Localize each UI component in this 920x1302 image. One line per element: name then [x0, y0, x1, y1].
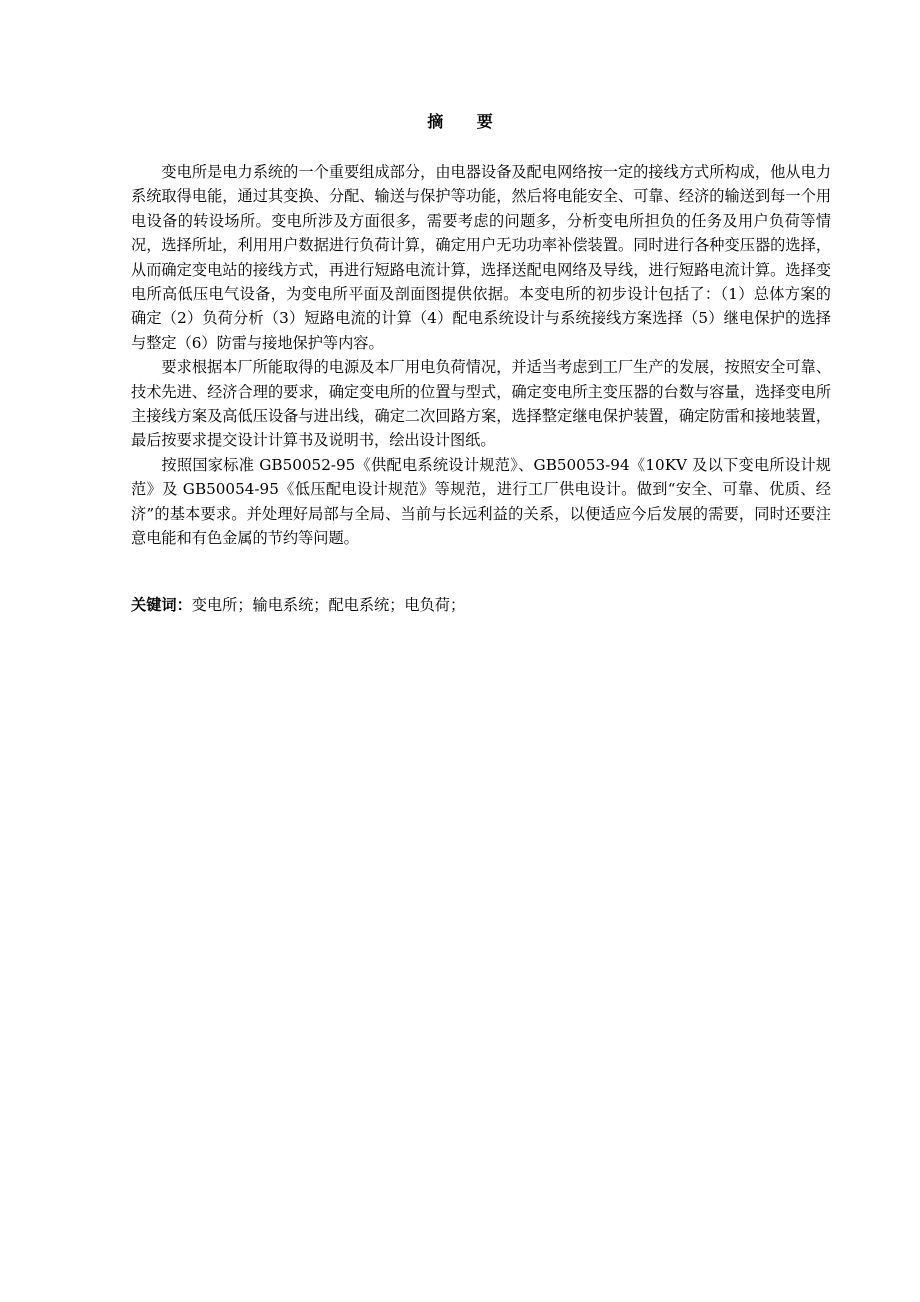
keywords-text: 变电所；输电系统；配电系统；电负荷；	[191, 596, 466, 614]
keywords-label: 关键词：	[131, 596, 192, 614]
abstract-paragraph: 变电所是电力系统的一个重要组成部分，由电器设备及配电网络按一定的接线方式所构成，他从电力系统取得电能，通过其变换、分配、输送与保护等功能，然后将电能安全、可靠、经济的输送到每一个用电设备的转设场所。变电所涉及方面很多，需要考虑的问题多，分析变电所担负的任务及用户负荷等情况，选择所址，利用用户数据进行负荷计算，确定用户无功功率补偿装置。同时进行各种变压器的选择，从而确定变电站的接线方式，再进行短路电流计算，选择送配电网络及导线，进行短路电流计算。选择变电所高低压电气设备，为变电所平面及剖面图提供依据。本变电所的初步设计包括了：（1）总体方案的确定（2）负荷分析（3）短路电流的计算（4）配电系统设计与系统接线方案选择（5）继电保护的选择与整定（6）防雷与接地保护等内容。	[131, 163, 831, 352]
abstract-title: 摘 要	[427, 112, 507, 131]
keywords-line	[131, 593, 831, 617]
abstract-paragraph: 要求根据本厂所能取得的电源及本厂用电负荷情况，并适当考虑到工厂生产的发展，按照安全可靠、技术先进、经济合理的要求，确定变电所的位置与型式，确定变电所主变压器的台数与容量，选择变电所主接线方案及高低压设备与进出线，确定二次回路方案，选择整定继电保护装置，确定防雷和接地装置，最后按要求提交设计计算书及说明书，绘出设计图纸。	[131, 358, 831, 450]
abstract-body	[131, 160, 831, 551]
abstract-paragraph: 按照国家标准 GB50052-95《供配电系统设计规范》、GB50053-94《10KV 及以下变电所设计规范》及 GB50054-95《低压配电设计规范》等规范，进行工厂供电设计。做到“安全、可靠、优质、经济”的基本要求。并处理好局部与全局、当前与长远利益的关系，以便适应今后发展的需要，同时还要注意电能和有色金属的节约等问题。	[131, 455, 831, 548]
